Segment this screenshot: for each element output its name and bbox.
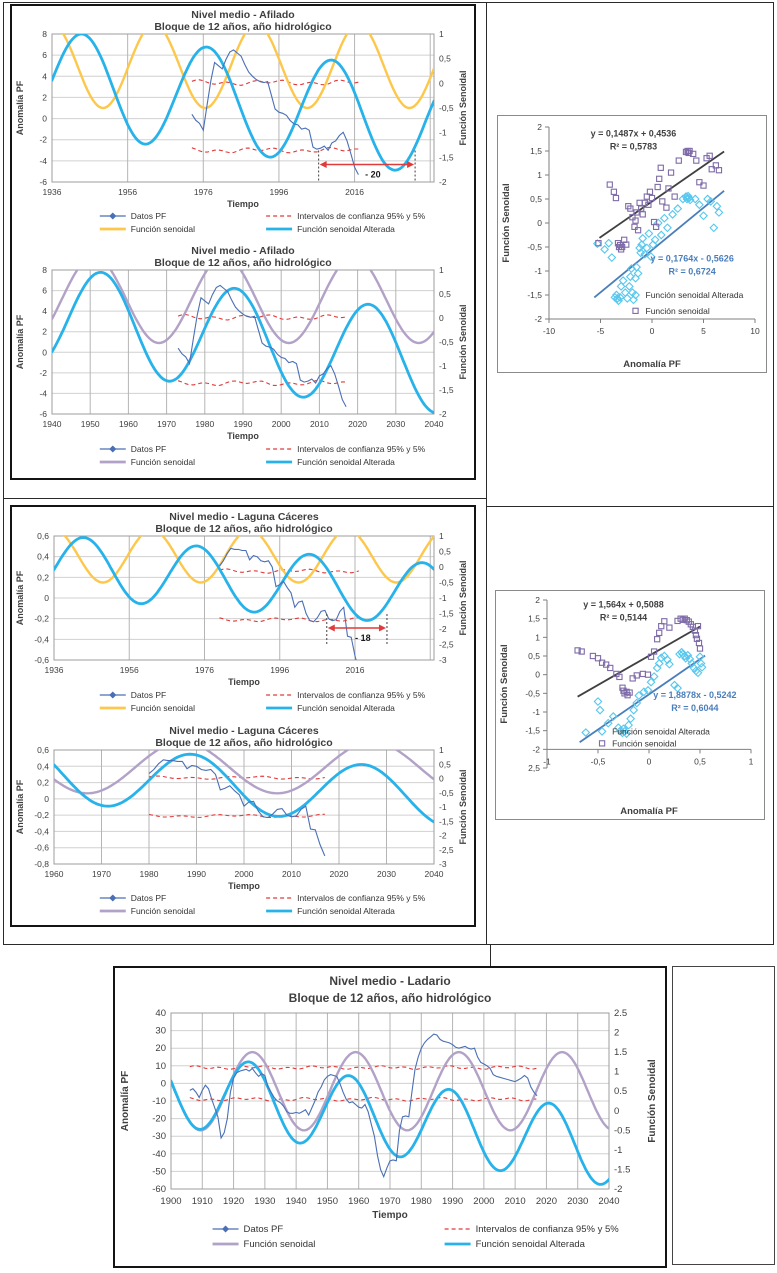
svg-text:-0,5: -0,5 — [439, 577, 454, 588]
svg-text:1940: 1940 — [42, 419, 62, 429]
svg-text:-6: -6 — [39, 177, 47, 187]
svg-text:-0,4: -0,4 — [34, 634, 49, 645]
svg-text:Datos PF: Datos PF — [130, 211, 167, 221]
svg-text:-0,8: -0,8 — [34, 859, 49, 869]
svg-text:2010: 2010 — [282, 869, 301, 879]
svg-text:0,5: 0,5 — [439, 289, 451, 299]
svg-text:-2: -2 — [532, 744, 540, 755]
svg-text:1,5: 1,5 — [530, 146, 542, 156]
svg-text:Función senoidal: Función senoidal — [130, 703, 196, 713]
svg-text:-0,5: -0,5 — [590, 756, 606, 767]
chart-caceres-block2 — [12, 722, 474, 922]
table-step-divider — [490, 944, 491, 966]
svg-text:2030: 2030 — [386, 419, 406, 429]
svg-text:Función Senoidal: Función Senoidal — [458, 304, 468, 380]
svg-text:-10: -10 — [152, 1096, 166, 1107]
svg-text:-1,5: -1,5 — [527, 290, 542, 300]
svg-text:10: 10 — [750, 326, 760, 336]
svg-text:1976: 1976 — [193, 187, 213, 197]
svg-text:1: 1 — [439, 265, 444, 275]
svg-text:-2: -2 — [439, 177, 447, 187]
svg-text:2,5: 2,5 — [528, 763, 540, 773]
svg-text:2000: 2000 — [271, 419, 291, 429]
svg-text:0: 0 — [42, 347, 47, 358]
svg-text:2.5: 2.5 — [614, 1008, 628, 1019]
svg-text:1956: 1956 — [118, 187, 138, 197]
svg-text:2: 2 — [42, 326, 47, 337]
svg-text:Nivel medio - Laguna Cáceres: Nivel medio - Laguna Cáceres — [169, 725, 319, 737]
svg-text:0,5: 0,5 — [439, 759, 451, 770]
svg-text:1936: 1936 — [42, 187, 62, 197]
svg-text:4: 4 — [42, 306, 47, 317]
svg-text:0,5: 0,5 — [694, 756, 706, 767]
svg-text:2: 2 — [42, 92, 47, 103]
svg-text:1930: 1930 — [254, 1196, 276, 1207]
svg-text:Función senoidal Alterada: Función senoidal Alterada — [297, 703, 395, 713]
svg-text:-2: -2 — [439, 830, 447, 841]
svg-text:1: 1 — [439, 531, 444, 541]
svg-text:-1,5: -1,5 — [525, 725, 540, 736]
svg-text:-0,5: -0,5 — [525, 688, 540, 699]
svg-text:0: 0 — [42, 113, 47, 124]
svg-text:Función Senoidal: Función Senoidal — [501, 183, 512, 263]
svg-text:Función senoidal Alterada: Función senoidal Alterada — [475, 1239, 585, 1250]
svg-text:1920: 1920 — [223, 1196, 245, 1207]
svg-text:Datos PF: Datos PF — [243, 1224, 284, 1235]
svg-text:0,6: 0,6 — [37, 531, 49, 541]
svg-text:Bloque de 12 años, año hidroló: Bloque de 12 años, año hidrológico — [155, 737, 333, 749]
svg-text:- 20: - 20 — [365, 169, 381, 180]
svg-text:0: 0 — [160, 1078, 166, 1090]
svg-text:1980: 1980 — [139, 869, 159, 879]
svg-text:-1,5: -1,5 — [439, 608, 454, 619]
svg-text:0,5: 0,5 — [439, 53, 451, 64]
svg-text:1956: 1956 — [119, 665, 139, 675]
svg-text:40: 40 — [155, 1008, 166, 1019]
svg-text:1.5: 1.5 — [614, 1047, 628, 1059]
svg-text:y = 0,1487x + 0,4536: y = 0,1487x + 0,4536 — [590, 128, 677, 139]
svg-text:y = 1,8878x - 0,5242: y = 1,8878x - 0,5242 — [653, 690, 737, 701]
svg-text:2040: 2040 — [424, 869, 444, 879]
svg-text:1980: 1980 — [410, 1196, 432, 1207]
svg-text:Datos PF: Datos PF — [130, 893, 167, 903]
svg-text:1960: 1960 — [348, 1196, 370, 1207]
svg-text:1: 1 — [537, 170, 542, 180]
svg-text:30: 30 — [155, 1025, 166, 1037]
svg-text:R² = 0,6044: R² = 0,6044 — [671, 703, 719, 714]
svg-text:-20: -20 — [152, 1113, 166, 1125]
svg-text:Función Senoidal: Función Senoidal — [458, 769, 468, 845]
svg-text:Función senoidal: Función senoidal — [130, 906, 196, 916]
svg-text:2010: 2010 — [309, 419, 329, 429]
svg-text:-1,5: -1,5 — [439, 152, 454, 163]
svg-text:Tiempo: Tiempo — [372, 1210, 408, 1221]
chart-ladario — [117, 969, 663, 1263]
svg-text:-4: -4 — [39, 155, 47, 166]
svg-text:-1: -1 — [439, 361, 447, 371]
svg-text:Función senoidal Alterada: Función senoidal Alterada — [297, 906, 395, 916]
svg-text:Función Senoidal: Función Senoidal — [458, 560, 468, 636]
svg-text:0.5: 0.5 — [614, 1086, 628, 1098]
svg-text:Nivel medio - Ladario: Nivel medio - Ladario — [329, 974, 451, 988]
svg-text:1910: 1910 — [191, 1196, 213, 1207]
svg-text:20: 20 — [155, 1043, 166, 1055]
svg-text:Intervalos de confianza 95% y: Intervalos de confianza 95% y 5% — [475, 1224, 619, 1235]
svg-text:-1,5: -1,5 — [439, 385, 454, 395]
svg-text:0,5: 0,5 — [528, 651, 540, 661]
table-row-divider-right — [486, 506, 774, 507]
svg-text:-60: -60 — [152, 1184, 166, 1195]
svg-text:1996: 1996 — [270, 665, 290, 675]
svg-text:-30: -30 — [152, 1131, 166, 1143]
svg-text:8: 8 — [42, 265, 47, 275]
svg-text:2: 2 — [614, 1027, 620, 1039]
chart-caceres-block1 — [12, 508, 474, 720]
svg-text:10: 10 — [155, 1060, 166, 1072]
svg-text:1960: 1960 — [44, 869, 64, 879]
svg-text:Anomalía PF: Anomalía PF — [623, 359, 681, 370]
svg-text:2040: 2040 — [598, 1196, 620, 1207]
svg-text:0: 0 — [439, 313, 444, 323]
svg-text:1900: 1900 — [160, 1196, 182, 1207]
svg-text:1: 1 — [439, 29, 444, 39]
svg-text:-2: -2 — [614, 1184, 623, 1195]
svg-text:1990: 1990 — [233, 419, 253, 429]
svg-text:0: 0 — [44, 593, 49, 603]
svg-text:-1: -1 — [534, 266, 542, 276]
svg-text:R² = 0,5144: R² = 0,5144 — [599, 612, 648, 623]
svg-text:-2,5: -2,5 — [439, 844, 454, 855]
svg-text:1960: 1960 — [118, 419, 138, 429]
svg-text:1980: 1980 — [195, 419, 215, 429]
svg-text:-0,5: -0,5 — [439, 787, 454, 798]
svg-text:Función senoidal Alterada: Función senoidal Alterada — [297, 457, 395, 467]
svg-text:1970: 1970 — [379, 1196, 401, 1207]
svg-text:-40: -40 — [152, 1148, 166, 1160]
svg-text:Bloque de 12 años, año hidroló: Bloque de 12 años, año hidrológico — [154, 257, 332, 269]
svg-text:Bloque de 12 años, año hidroló: Bloque de 12 años, año hidrológico — [155, 523, 333, 535]
svg-text:-1,5: -1,5 — [439, 816, 454, 827]
svg-text:1990: 1990 — [442, 1196, 464, 1207]
svg-text:2020: 2020 — [329, 869, 349, 879]
svg-text:Tiempo: Tiempo — [227, 431, 259, 441]
svg-text:R² = 0,6724: R² = 0,6724 — [668, 266, 716, 277]
svg-text:Intervalos de confianza 95% y: Intervalos de confianza 95% y 5% — [297, 690, 426, 700]
svg-text:-2,5: -2,5 — [439, 639, 454, 650]
svg-text:0: 0 — [535, 669, 540, 680]
table-row-divider-left — [3, 498, 486, 499]
svg-text:1936: 1936 — [44, 665, 64, 675]
table-column-divider — [486, 2, 487, 944]
svg-text:Nivel medio - Afilado: Nivel medio - Afilado — [191, 9, 295, 21]
chart-afilado-block1 — [12, 6, 474, 240]
svg-text:1: 1 — [535, 632, 540, 643]
svg-text:1996: 1996 — [269, 187, 289, 197]
svg-text:-6: -6 — [39, 409, 47, 419]
svg-text:-1: -1 — [439, 593, 447, 603]
svg-text:Función senoidal Alterada: Función senoidal Alterada — [297, 224, 395, 234]
empty-table-cell — [672, 966, 775, 1265]
svg-text:R² = 0,5783: R² = 0,5783 — [609, 141, 658, 152]
svg-text:1970: 1970 — [92, 869, 111, 879]
svg-text:Anomalía PF: Anomalía PF — [120, 1070, 131, 1132]
svg-text:Intervalos de confianza 95% y: Intervalos de confianza 95% y 5% — [297, 444, 426, 454]
svg-text:0: 0 — [537, 218, 542, 228]
svg-text:Anomalía PF: Anomalía PF — [15, 570, 25, 626]
svg-text:0,5: 0,5 — [530, 194, 542, 204]
svg-text:-0,2: -0,2 — [34, 810, 49, 821]
svg-text:Anomalía PF: Anomalía PF — [620, 806, 678, 817]
chart-scatter-caceres — [495, 590, 765, 820]
svg-text:-0,5: -0,5 — [439, 337, 454, 347]
chart-scatter-afilado — [497, 115, 767, 373]
svg-text:Función senoidal: Función senoidal — [130, 457, 196, 467]
svg-text:-0,4: -0,4 — [34, 826, 49, 837]
svg-text:1,5: 1,5 — [528, 613, 540, 624]
svg-text:Función senoidal Alterada: Función senoidal Alterada — [645, 290, 744, 300]
svg-text:4: 4 — [42, 71, 47, 82]
svg-text:-2: -2 — [39, 367, 47, 378]
svg-text:2030: 2030 — [377, 869, 396, 879]
svg-text:1950: 1950 — [316, 1196, 338, 1207]
svg-text:-0,6: -0,6 — [34, 842, 49, 853]
svg-text:Datos PF: Datos PF — [130, 690, 167, 700]
svg-text:-0,5: -0,5 — [439, 103, 454, 113]
svg-text:0: 0 — [649, 326, 655, 336]
svg-text:-0,5: -0,5 — [527, 242, 542, 252]
svg-text:6: 6 — [42, 50, 47, 61]
svg-text:0: 0 — [614, 1105, 620, 1117]
svg-text:0,6: 0,6 — [37, 745, 49, 755]
svg-text:-2: -2 — [439, 409, 447, 419]
svg-text:Función senoidal: Función senoidal — [130, 224, 196, 234]
svg-text:2000: 2000 — [234, 869, 254, 879]
svg-text:Intervalos de confianza 95% y: Intervalos de confianza 95% y 5% — [297, 211, 426, 221]
svg-text:Tiempo: Tiempo — [227, 199, 259, 209]
svg-text:Función senoidal: Función senoidal — [612, 738, 677, 749]
svg-text:2040: 2040 — [424, 419, 444, 429]
svg-text:Función senoidal: Función senoidal — [645, 305, 710, 316]
svg-text:-1: -1 — [543, 756, 551, 767]
svg-text:1970: 1970 — [157, 419, 177, 429]
svg-text:Bloque de 12 años, año hidroló: Bloque de 12 años, año hidrológico — [154, 21, 332, 33]
svg-text:1: 1 — [439, 745, 444, 755]
svg-text:y = 1,564x + 0,5088: y = 1,564x + 0,5088 — [583, 599, 664, 610]
svg-text:8: 8 — [42, 29, 47, 39]
svg-text:0: 0 — [646, 756, 652, 767]
svg-text:2010: 2010 — [504, 1196, 526, 1207]
svg-text:Tiempo: Tiempo — [228, 881, 260, 891]
svg-text:0,2: 0,2 — [37, 777, 49, 788]
svg-text:5: 5 — [701, 326, 706, 336]
svg-text:-50: -50 — [152, 1166, 166, 1178]
svg-text:-5: -5 — [596, 326, 605, 336]
svg-text:-1: -1 — [439, 802, 447, 812]
svg-text:2016: 2016 — [345, 187, 365, 197]
svg-text:-3: -3 — [439, 655, 447, 665]
svg-text:-0,2: -0,2 — [34, 613, 49, 624]
svg-text:-10: -10 — [542, 326, 556, 336]
svg-text:-2: -2 — [39, 134, 47, 145]
svg-text:- 18: - 18 — [355, 632, 371, 643]
svg-text:Función Senoidal: Función Senoidal — [458, 70, 468, 146]
svg-text:2030: 2030 — [567, 1196, 589, 1207]
svg-text:2000: 2000 — [473, 1196, 495, 1207]
svg-text:Anomalía PF: Anomalía PF — [15, 779, 25, 835]
svg-text:Bloque de 12 años, año hidroló: Bloque de 12 años, año hidrológico — [288, 991, 492, 1005]
svg-text:Tiempo: Tiempo — [228, 677, 260, 687]
svg-text:-4: -4 — [39, 388, 47, 399]
svg-text:0: 0 — [439, 773, 444, 784]
svg-text:0: 0 — [44, 793, 49, 804]
svg-text:-0.5: -0.5 — [614, 1125, 631, 1137]
svg-text:-2: -2 — [534, 314, 542, 324]
svg-text:-1: -1 — [614, 1144, 623, 1156]
svg-text:Nivel medio - Afilado: Nivel medio - Afilado — [191, 245, 295, 257]
svg-text:-1.5: -1.5 — [614, 1164, 631, 1176]
svg-text:2020: 2020 — [348, 419, 368, 429]
svg-text:1990: 1990 — [187, 869, 206, 879]
svg-text:-1: -1 — [532, 707, 540, 717]
svg-text:0: 0 — [439, 562, 444, 572]
svg-text:Nivel medio - Laguna Cáceres: Nivel medio - Laguna Cáceres — [169, 511, 319, 523]
svg-text:y = 0,1764x - 0,5626: y = 0,1764x - 0,5626 — [650, 253, 734, 264]
svg-text:Función senoidal: Función senoidal — [243, 1239, 316, 1250]
svg-text:Función Senoidal: Función Senoidal — [499, 644, 510, 724]
svg-text:0,4: 0,4 — [37, 761, 49, 772]
svg-text:1940: 1940 — [285, 1196, 307, 1207]
chart-afilado-block2 — [12, 242, 474, 474]
svg-text:Función senoidal Alterada: Función senoidal Alterada — [612, 726, 710, 737]
svg-text:Función Senoidal: Función Senoidal — [647, 1059, 658, 1143]
svg-text:2016: 2016 — [345, 665, 365, 675]
svg-text:1: 1 — [748, 756, 754, 767]
svg-text:-0,6: -0,6 — [34, 655, 49, 665]
svg-text:0,5: 0,5 — [439, 546, 451, 557]
svg-text:6: 6 — [42, 285, 47, 296]
svg-text:-2: -2 — [439, 624, 447, 634]
svg-text:0,2: 0,2 — [37, 572, 49, 583]
svg-text:Datos PF: Datos PF — [130, 444, 167, 454]
svg-text:Intervalos de confianza 95% y: Intervalos de confianza 95% y 5% — [297, 893, 426, 903]
svg-text:Anomalía PF: Anomalía PF — [15, 80, 25, 136]
svg-text:1976: 1976 — [195, 665, 214, 675]
svg-text:Anomalía PF: Anomalía PF — [15, 314, 25, 370]
svg-text:2: 2 — [535, 595, 540, 605]
svg-text:-3: -3 — [439, 859, 447, 869]
svg-text:0,4: 0,4 — [37, 551, 49, 562]
svg-text:2: 2 — [537, 122, 542, 132]
svg-text:-1: -1 — [439, 127, 447, 138]
svg-text:2020: 2020 — [535, 1196, 557, 1207]
svg-text:1: 1 — [614, 1066, 620, 1078]
svg-text:0: 0 — [439, 78, 444, 89]
svg-text:1950: 1950 — [80, 419, 100, 429]
